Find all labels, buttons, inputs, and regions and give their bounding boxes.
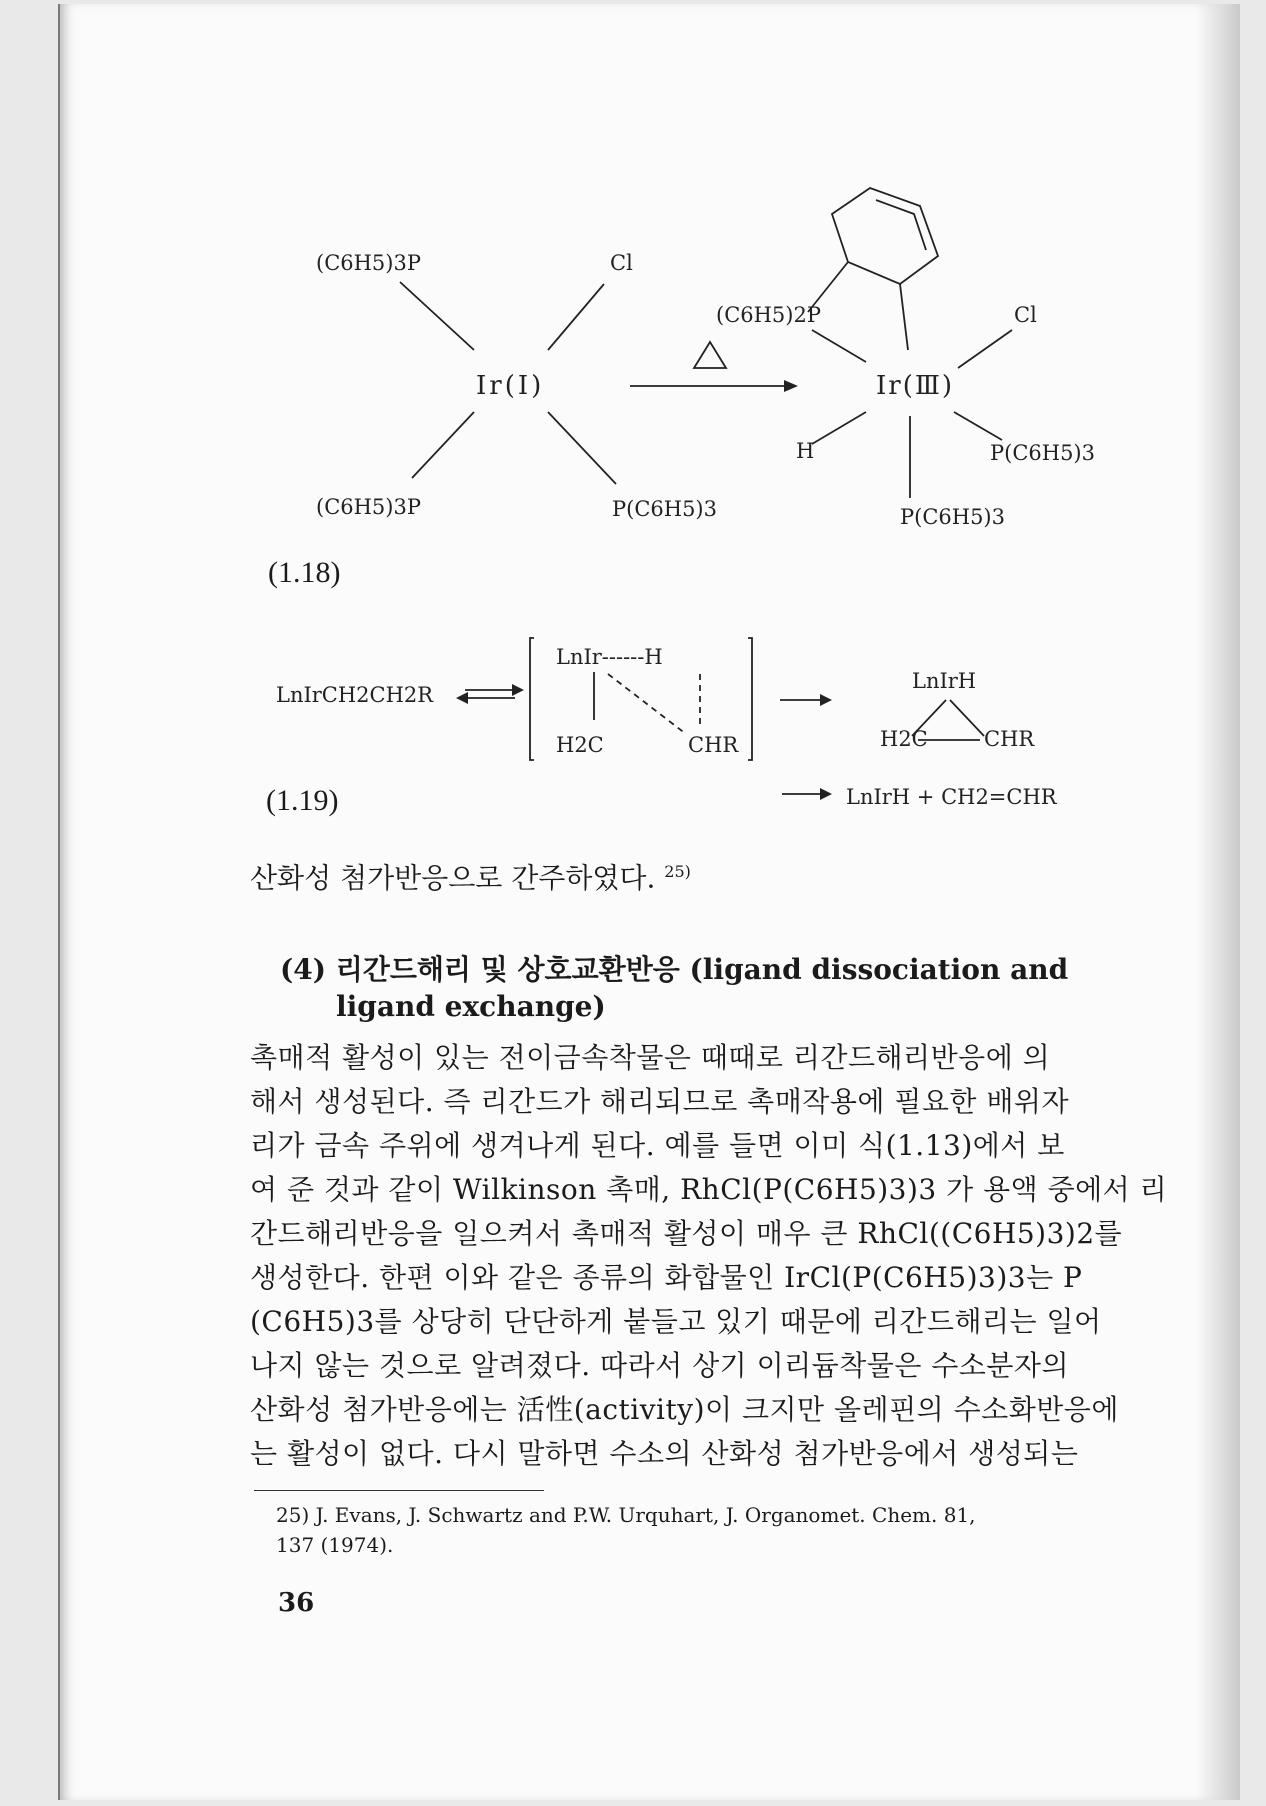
metal-center-label: Ir(I) <box>476 371 545 401</box>
dashed-bond <box>608 674 686 734</box>
bond-line <box>954 412 1002 440</box>
ligand-label: (C6H5)2P <box>716 303 821 327</box>
product-label: H2C <box>880 727 928 751</box>
equation-number: (1.19) <box>266 784 339 817</box>
body-text-line: 는 활성이 없다. 다시 말하면 수소의 산화성 첨가반응에서 생성되는 <box>250 1437 1079 1470</box>
arrowhead <box>512 684 524 696</box>
body-text-line: (C6H5)3를 상당히 단단하게 붙들고 있기 때문에 리간드해리는 일어 <box>250 1305 1102 1338</box>
ligand-label: P(C6H5)3 <box>612 497 717 521</box>
product-label: LnIrH <box>912 669 977 693</box>
bond-line <box>412 412 474 478</box>
intro-text <box>250 850 691 900</box>
ligand-label: Cl <box>1014 303 1037 327</box>
arrowhead <box>820 694 832 706</box>
bond-line <box>548 284 604 350</box>
intro-line: 산화성 첨가반응으로 간주하였다. <box>250 861 656 895</box>
product-label: CHR <box>984 727 1035 751</box>
bond-line <box>900 284 908 350</box>
bond-line <box>812 412 866 444</box>
body-text-line: 촉매적 활성이 있는 전이금속착물은 때때로 리간드해리반응에 의 <box>250 1041 1051 1074</box>
ligand-label: H <box>796 439 815 463</box>
bracket-right <box>748 638 752 760</box>
ligand-label: P(C6H5)3 <box>990 441 1095 465</box>
equation-number: (1.18) <box>268 556 341 589</box>
body-text-line: 생성한다. 한편 이와 같은 종류의 화합물인 IrCl(P(C6H5)3)3는 P <box>250 1261 1083 1294</box>
body-text-line: 해서 생성된다. 즉 리간드가 해리되므로 촉매작용에 필요한 배위자 <box>250 1085 1070 1118</box>
arrowhead <box>820 788 832 800</box>
ligand-label: (C6H5)3P <box>316 495 421 519</box>
reactant-label: LnIrCH2CH2R <box>276 683 434 707</box>
bond-line <box>812 330 866 362</box>
arrowhead <box>456 692 468 704</box>
footnote-line: 137 (1974). <box>276 1533 394 1557</box>
footnote-rule <box>254 1490 544 1491</box>
bond-line <box>950 700 984 736</box>
body-text-line: 리가 금속 주위에 생겨나게 된다. 예를 들면 이미 식(1.13)에서 보 <box>250 1129 1065 1162</box>
ligand-label: Cl <box>610 251 633 275</box>
arrowhead <box>784 380 798 392</box>
section-heading: (4) 리간드해리 및 상호교환반응 (ligand dissociation and <box>280 953 1069 986</box>
body-text-line: 나지 않는 것으로 알려졌다. 따라서 상기 이리듐착물은 수소분자의 <box>250 1349 1070 1382</box>
ts-label: H2C <box>556 733 604 757</box>
benzene-inner-bond <box>876 200 926 250</box>
ts-label: CHR <box>688 733 739 757</box>
body-text-line: 산화성 첨가반응에는 活性(activity)이 크지만 올레핀의 수소화반응에 <box>250 1393 1119 1426</box>
bracket-left <box>530 638 534 760</box>
final-product-label: LnIrH + CH2=CHR <box>846 785 1057 809</box>
reference-marker: 25) <box>664 862 691 881</box>
bond-line <box>548 412 616 484</box>
page-number: 36 <box>278 1588 315 1618</box>
ligand-label: P(C6H5)3 <box>900 505 1005 529</box>
reaction-schemes <box>0 0 1266 820</box>
bond-line <box>958 330 1012 368</box>
body-text-line: 여 준 것과 같이 Wilkinson 촉매, RhCl(P(C6H5)3)3 가 용액 중에서 리 <box>250 1173 1168 1206</box>
footnote-line: 25) J. Evans, J. Schwartz and P.W. Urquhart, J. Organomet. Chem. 81, <box>276 1503 976 1527</box>
heat-triangle-icon <box>694 342 726 368</box>
metal-center-label: Ir(Ⅲ) <box>876 371 955 401</box>
section-heading-cont: ligand exchange) <box>336 990 606 1023</box>
body-text-line: 간드해리반응을 일으켜서 촉매적 활성이 매우 큰 RhCl((C6H5)3)2를 <box>250 1217 1123 1250</box>
ts-label: LnIr------H <box>556 645 663 669</box>
ligand-label: (C6H5)3P <box>316 251 421 275</box>
bond-line <box>400 282 474 350</box>
